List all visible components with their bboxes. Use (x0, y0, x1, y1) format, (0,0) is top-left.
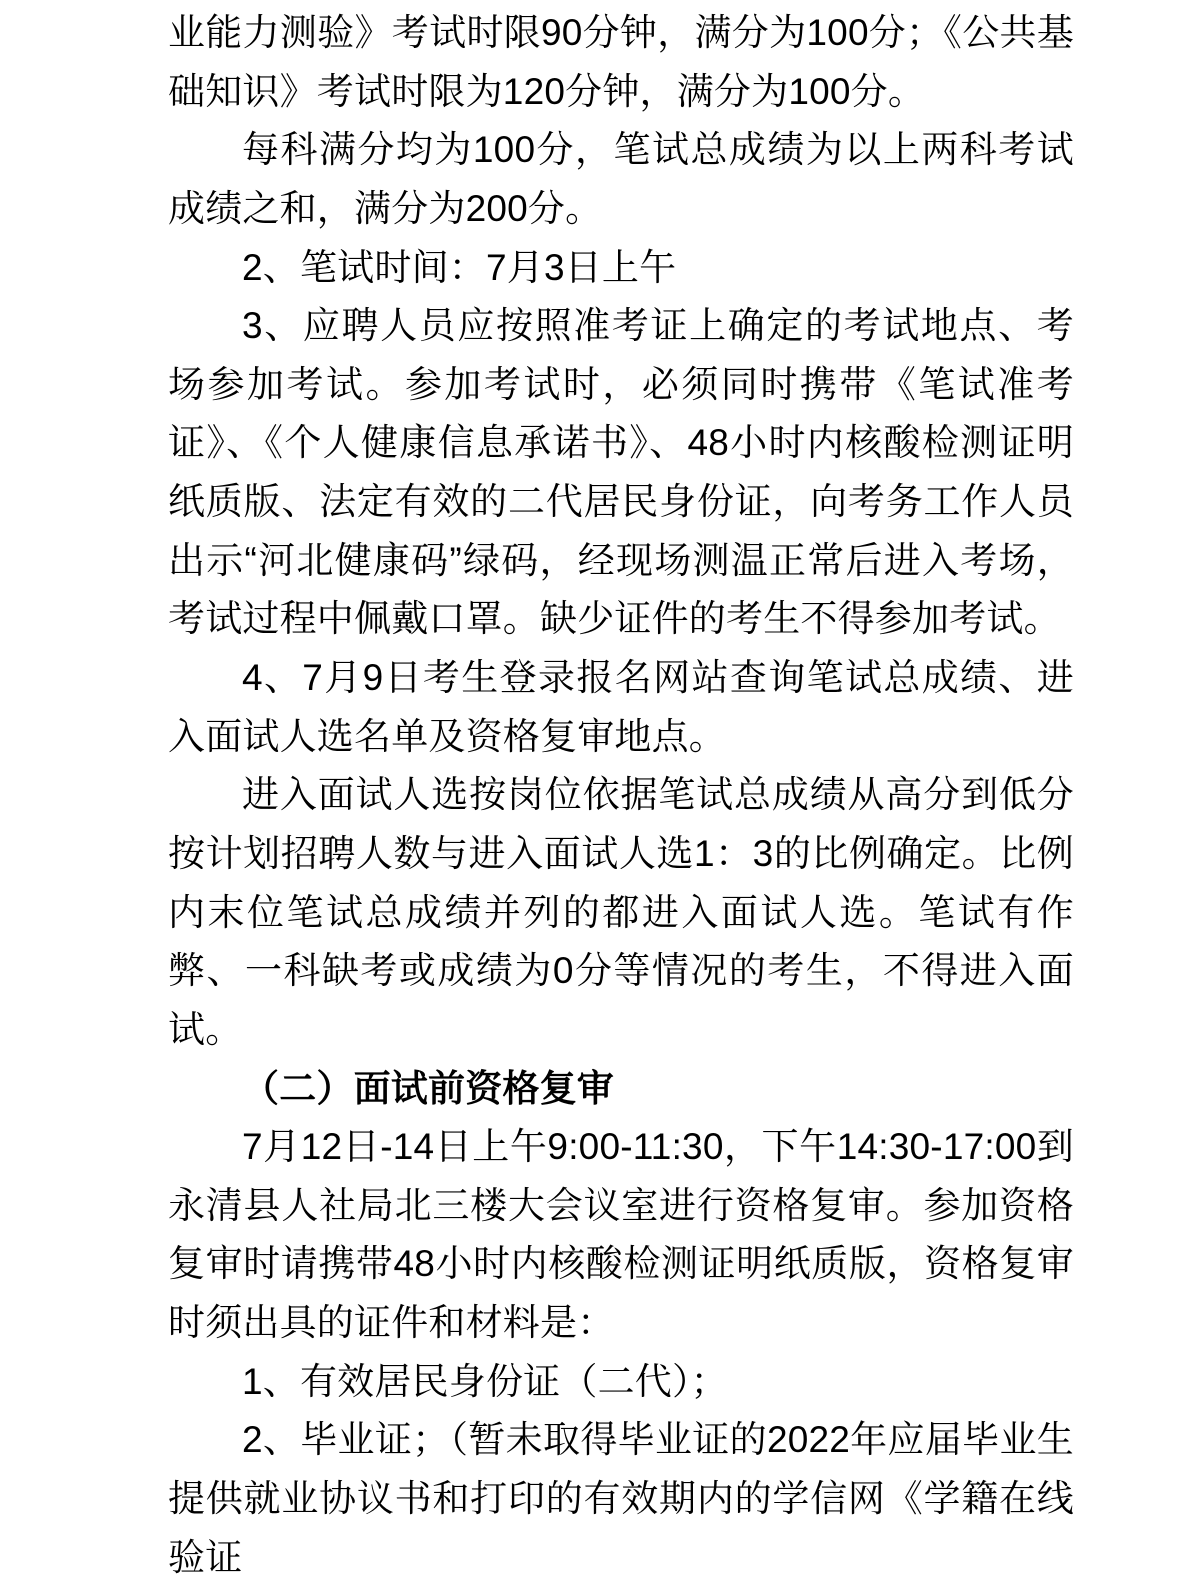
paragraph-material-1-id-card: 1、有效居民身份证（二代）； (242, 1360, 728, 1402)
paragraph-total-score: 每科满分均为100分，笔试总成绩为以上两科考试成绩之和，满分为200分。 (168, 129, 1074, 229)
paragraph-item-3-exam-requirements: 3、应聘人员应按照准考证上确定的考试地点、考场参加考试。参加考试时，必须同时携带《笔试准考证》、《个人健康信息承诺书》、48小时内核酸检测证明纸质版、法定有效的二代居民身份证，向考务工作人员出示“河北健康码”绿码，经现场测温正常后进入考场，考试过程中佩戴口罩。缺少证件的考生不得参加考试。 (168, 305, 1074, 640)
document-body (168, 4, 1074, 1587)
paragraph-item-4-score-query: 4、7月9日考生登录报名网站查询笔试总成绩、进入面试人选名单及资格复审地点。 (168, 657, 1074, 757)
paragraph-exam-duration-continued: 业能力测验》考试时限90分钟，满分为100分；《公共基础知识》考试时限为120分钟，满分为100分。 (168, 12, 1074, 112)
paragraph-interview-selection-rule: 进入面试人选按岗位依据笔试总成绩从高分到低分按计划招聘人数与进入面试人选1：3的比例确定。比例内末位笔试总成绩并列的都进入面试人选。笔试有作弊、一科缺考或成绩为0分等情况的考生，不得进入面试。 (168, 774, 1074, 1050)
paragraph-item-2-written-exam-time: 2、笔试时间：7月3日上午 (242, 246, 677, 288)
paragraph-qualification-review-details: 7月12日-14日上午9:00-11:30，下午14:30-17:00到永清县人社局北三楼大会议室进行资格复审。参加资格复审时请携带48小时内核酸检测证明纸质版，资格复审时须出具的证件和材料是： (168, 1126, 1074, 1344)
paragraph-material-2-diploma: 2、毕业证；（暂未取得毕业证的2022年应届毕业生提供就业协议书和打印的有效期内的学信网《学籍在线验证 (168, 1419, 1074, 1578)
section-heading-qualification-review: （二）面试前资格复审 (242, 1067, 614, 1109)
